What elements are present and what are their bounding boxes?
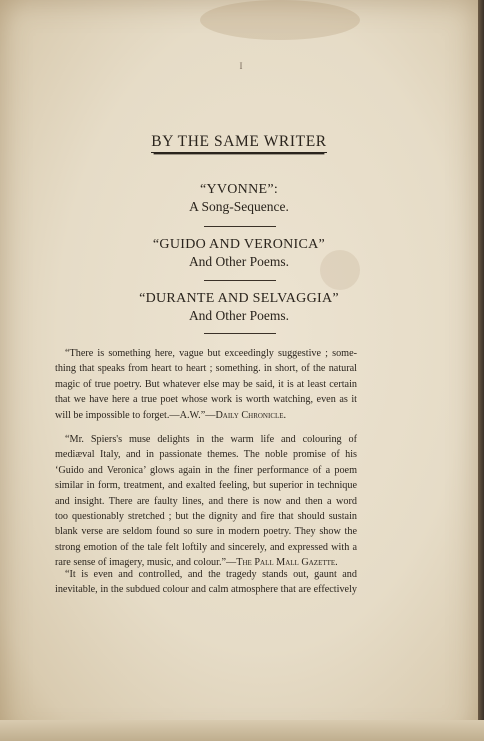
review-line: inevitable, in the subdued colour and calm atmosphere that are effectively bbox=[55, 584, 357, 596]
heading-text: BY THE SAME WRITER bbox=[151, 133, 326, 153]
work-subtitle: And Other Poems. bbox=[188, 254, 290, 269]
review-source: Daily Chronicle. bbox=[215, 409, 287, 421]
divider-rule bbox=[204, 333, 276, 334]
work-subtitle: A Song-Sequence. bbox=[189, 199, 289, 214]
paper-stain bbox=[200, 0, 360, 40]
review-text: rare sense of imagery, music, and colour.”— bbox=[55, 557, 237, 569]
review-line: thing that speaks from heart to heart ; something. in short, of the natural bbox=[55, 363, 357, 375]
review-quote bbox=[55, 346, 357, 423]
page-edge bbox=[478, 0, 484, 741]
review-line: “Mr. Spiers's muse delights in the warm life and colouring of bbox=[65, 434, 357, 445]
work-entry bbox=[0, 236, 478, 271]
divider-rule bbox=[204, 226, 276, 227]
divider-rule bbox=[204, 280, 276, 281]
page-mark: I bbox=[239, 61, 243, 71]
review-line: “There is something here, vague but exceedingly suggestive ; some- bbox=[65, 348, 357, 359]
review-source: The Pall Mall Gazette. bbox=[236, 557, 338, 569]
work-subtitle: And Other Poems. bbox=[188, 308, 290, 323]
review-quote bbox=[55, 567, 357, 598]
review-line: strong emotion of the tale felt loftily and sincerely, and expressed with a bbox=[55, 541, 357, 553]
review-text: will be impossible to forget.—A.W.”— bbox=[55, 409, 216, 421]
review-line: ‘Guido and Veronica’ glows again in the finer performance of a poem bbox=[55, 464, 357, 476]
review-line: magic of true poetry. But whatever else may be said, it is at least certain bbox=[55, 378, 357, 390]
review-line: “It is even and controlled, and the tragedy stands out, gaunt and bbox=[65, 569, 357, 580]
review-line-last bbox=[55, 408, 357, 423]
review-line: blank verse are seldom found so sure in modern poetry. They show the bbox=[55, 526, 357, 538]
review-quote bbox=[55, 432, 357, 571]
review-line: too questionably stretched ; but the dignity and fire that should sustain bbox=[55, 511, 357, 523]
work-entry bbox=[0, 181, 478, 216]
review-line: that we have here a true poet whose work is worth watching, even as it bbox=[55, 394, 357, 406]
work-title: “DURANTE AND SELVAGGIA” bbox=[139, 291, 339, 306]
review-line: and insight. There are faulty lines, and there is now and then a word bbox=[55, 495, 357, 507]
page-heading bbox=[0, 133, 478, 151]
work-title: “GUIDO AND VERONICA” bbox=[152, 237, 326, 252]
page-bottom-edge bbox=[0, 720, 484, 741]
review-line: mediæval Italy, and in passionate themes. The noble promise of his bbox=[55, 449, 357, 461]
work-title: “YVONNE”: bbox=[199, 182, 279, 197]
work-entry bbox=[0, 290, 478, 325]
review-line: similar in form, treatment, and exalted feeling, but superior in technique bbox=[55, 480, 357, 492]
